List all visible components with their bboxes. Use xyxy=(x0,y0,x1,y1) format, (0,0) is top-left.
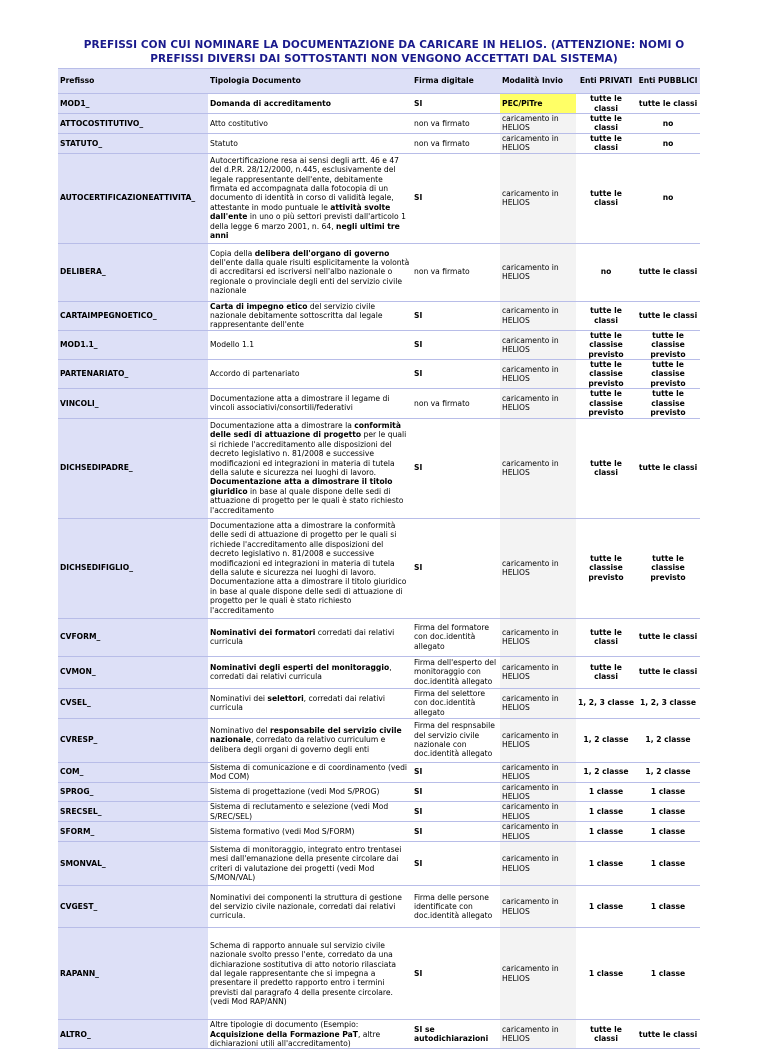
document-type-text: Sistema di progettazione (vedi Mod S/PROG) xyxy=(210,787,380,797)
private-entities-cell: tutte le classise previsto xyxy=(576,330,636,359)
document-type-cell xyxy=(208,301,412,330)
prefix-cell: SFORM_ xyxy=(58,822,208,842)
document-type-cell xyxy=(208,94,412,114)
send-mode-cell: caricamento in HELIOS xyxy=(500,928,576,1020)
public-entities-cell: tutte le classi xyxy=(636,1020,700,1049)
prefix-cell: STATUTO_ xyxy=(58,133,208,153)
public-entities-cell: no xyxy=(636,153,700,243)
send-mode-cell: caricamento in HELIOS xyxy=(500,243,576,301)
signature-cell: SI xyxy=(412,518,500,618)
send-mode-cell: PEC/PiTre xyxy=(500,94,576,114)
private-entities-cell: tutte le classi xyxy=(576,114,636,134)
send-mode-cell: caricamento in HELIOS xyxy=(500,718,576,762)
document-type-cell xyxy=(208,802,412,822)
signature-cell: SI se autodichiarazioni xyxy=(412,1020,500,1049)
send-mode-cell: caricamento in HELIOS xyxy=(500,842,576,886)
document-type-text: selettori xyxy=(267,693,304,703)
table-row xyxy=(58,518,700,618)
table-row xyxy=(58,153,700,243)
prefix-cell: MOD1.1_ xyxy=(58,330,208,359)
document-type-text: per le quali si richiede l'accreditamento alle disposizioni del decreto legislativo n. 81/2008 e successive modificazioni ed integrazioni in materia di tutela della salute e sicurezza nei luoghi di lavoro. xyxy=(210,430,407,477)
signature-cell: SI xyxy=(412,782,500,802)
public-entities-cell: 1 classe xyxy=(636,842,700,886)
public-entities-cell: tutte le classi xyxy=(636,94,700,114)
document-type-text: Domanda di accreditamento xyxy=(210,98,331,108)
document-type-cell xyxy=(208,418,412,518)
prefix-cell: CVSEL_ xyxy=(58,688,208,718)
send-mode-cell: caricamento in HELIOS xyxy=(500,618,576,656)
header-prefisso: Prefisso xyxy=(58,69,208,94)
signature-cell: SI xyxy=(412,301,500,330)
table-row xyxy=(58,389,700,418)
signature-cell: SI xyxy=(412,94,500,114)
public-entities-cell: tutte le classise previsto xyxy=(636,360,700,389)
document-type-cell xyxy=(208,782,412,802)
prefix-cell: AUTOCERTIFICAZIONEATTIVITA_ xyxy=(58,153,208,243)
document-type-text: Documentazione atta a dimostrare il titolo giuridico xyxy=(210,477,393,496)
document-type-text: attività svolte dall'ente xyxy=(210,202,391,222)
signature-cell: SI xyxy=(412,762,500,782)
send-mode-cell: caricamento in HELIOS xyxy=(500,418,576,518)
document-type-text: conformità delle sedi di attuazione di progetto xyxy=(210,420,401,440)
private-entities-cell: tutte le classi xyxy=(576,94,636,114)
send-mode-cell: caricamento in HELIOS xyxy=(500,153,576,243)
header-modalita: Modalità Invio xyxy=(500,69,576,94)
header-pubblici: Enti PUBBLICI xyxy=(636,69,700,94)
document-type-text: , altre dichiarazioni utili all'accreditamento) xyxy=(210,1029,381,1048)
send-mode-cell: caricamento in HELIOS xyxy=(500,688,576,718)
table-row xyxy=(58,618,700,656)
prefix-cell: SPROG_ xyxy=(58,782,208,802)
document-type-cell xyxy=(208,688,412,718)
private-entities-cell: tutte le classi xyxy=(576,1020,636,1049)
public-entities-cell: 1 classe xyxy=(636,928,700,1020)
document-type-cell xyxy=(208,1020,412,1049)
signature-cell: SI xyxy=(412,330,500,359)
document-type-cell xyxy=(208,718,412,762)
prefix-cell: DELIBERA_ xyxy=(58,243,208,301)
private-entities-cell: tutte le classi xyxy=(576,656,636,688)
document-type-text: , corredati dai relativi curricula xyxy=(210,693,385,712)
document-type-cell xyxy=(208,389,412,418)
public-entities-cell: tutte le classi xyxy=(636,618,700,656)
document-type-text: Nominativi dei xyxy=(210,693,268,703)
send-mode-cell: caricamento in HELIOS xyxy=(500,133,576,153)
document-type-cell xyxy=(208,518,412,618)
signature-cell: SI xyxy=(412,153,500,243)
document-type-cell xyxy=(208,114,412,134)
prefix-cell: SMONVAL_ xyxy=(58,842,208,886)
send-mode-cell: caricamento in HELIOS xyxy=(500,330,576,359)
public-entities-cell: 1 classe xyxy=(636,822,700,842)
header-firma: Firma digitale xyxy=(412,69,500,94)
public-entities-cell: 1 classe xyxy=(636,782,700,802)
prefix-cell: CVGEST_ xyxy=(58,886,208,928)
prefix-cell: PARTENARIATO_ xyxy=(58,360,208,389)
public-entities-cell: 1, 2 classe xyxy=(636,718,700,762)
document-type-text: delibera dell'organo di governo xyxy=(254,248,390,258)
public-entities-cell: tutte le classi xyxy=(636,301,700,330)
document-type-text: Acquisizione della Formazione PaT xyxy=(210,1029,358,1039)
public-entities-cell: 1 classe xyxy=(636,802,700,822)
document-type-text: Sistema di reclutamento e selezione (vedi Mod S/REC/SEL) xyxy=(210,802,389,821)
document-type-text: Sistema di comunicazione e di coordinamento (vedi Mod COM) xyxy=(210,762,408,781)
document-type-text: Altre tipologie di documento (Esempio: xyxy=(210,1020,359,1030)
table-row xyxy=(58,842,700,886)
signature-cell: Firma del selettore con doc.identità allegato xyxy=(412,688,500,718)
document-type-text: del servizio civile nazionale debitamente sottoscritta dal legale rappresentante dell'ente xyxy=(210,301,383,330)
table-row xyxy=(58,360,700,389)
table-row xyxy=(58,1020,700,1049)
document-type-text: Nominativi dei componenti la struttura di gestione del servizio civile nazionale, corredati dai relativi curricula. xyxy=(210,892,402,921)
prefix-cell: CVFORM_ xyxy=(58,618,208,656)
private-entities-cell: tutte le classi xyxy=(576,618,636,656)
prefix-cell: CVMON_ xyxy=(58,656,208,688)
public-entities-cell: tutte le classise previsto xyxy=(636,330,700,359)
document-type-text: responsabile del servizio civile nazionale xyxy=(210,725,402,745)
header-tipologia: Tipologia Documento xyxy=(208,69,412,94)
table-row xyxy=(58,330,700,359)
document-type-cell xyxy=(208,762,412,782)
signature-cell: Firma del formatore con doc.identità allegato xyxy=(412,618,500,656)
public-entities-cell: no xyxy=(636,114,700,134)
prefix-table xyxy=(58,68,700,1049)
page-title: PREFISSI CON CUI NOMINARE LA DOCUMENTAZIONE DA CARICARE IN HELIOS. (ATTENZIONE: NOMI O PREFISSI DIVERSI DAI SOTTOSTANTI NON VENGONO ACCETTATI DAL SISTEMA) xyxy=(83,39,685,65)
send-mode-cell: caricamento in HELIOS xyxy=(500,822,576,842)
public-entities-cell: tutte le classi xyxy=(636,243,700,301)
document-type-cell xyxy=(208,133,412,153)
document-type-text: Sistema formativo (vedi Mod S/FORM) xyxy=(210,827,355,837)
table-row xyxy=(58,243,700,301)
document-type-cell xyxy=(208,360,412,389)
send-mode-cell: caricamento in HELIOS xyxy=(500,389,576,418)
private-entities-cell: tutte le classi xyxy=(576,301,636,330)
signature-cell: Firma dell'esperto del monitoraggio con doc.identità allegato xyxy=(412,656,500,688)
document-type-cell xyxy=(208,842,412,886)
send-mode-cell: caricamento in HELIOS xyxy=(500,114,576,134)
private-entities-cell: tutte le classise previsto xyxy=(576,389,636,418)
public-entities-cell: 1, 2, 3 classe xyxy=(636,688,700,718)
table-row xyxy=(58,688,700,718)
prefix-cell: COM_ xyxy=(58,762,208,782)
send-mode-cell: caricamento in HELIOS xyxy=(500,886,576,928)
document-type-text: Atto costitutivo xyxy=(210,118,268,128)
table-row xyxy=(58,886,700,928)
table-row xyxy=(58,656,700,688)
table-row xyxy=(58,718,700,762)
table-row xyxy=(58,114,700,134)
private-entities-cell: 1 classe xyxy=(576,842,636,886)
signature-cell: SI xyxy=(412,802,500,822)
document-type-cell xyxy=(208,928,412,1020)
public-entities-cell: tutte le classi xyxy=(636,418,700,518)
document-type-text: Modello 1.1 xyxy=(210,340,255,350)
private-entities-cell: 1 classe xyxy=(576,886,636,928)
document-type-text: corredati dai relativi curricula xyxy=(210,627,395,646)
public-entities-cell: 1, 2 classe xyxy=(636,762,700,782)
document-type-text: Nominativi degli esperti del monitoraggio xyxy=(210,662,390,672)
document-type-text: Statuto xyxy=(210,138,238,148)
table-row xyxy=(58,301,700,330)
signature-cell: Firma delle persone identificate con doc.identità allegato xyxy=(412,886,500,928)
send-mode-cell: caricamento in HELIOS xyxy=(500,518,576,618)
send-mode-cell: caricamento in HELIOS xyxy=(500,782,576,802)
document-type-cell xyxy=(208,243,412,301)
signature-cell: SI xyxy=(412,842,500,886)
document-type-text: Accordo di partenariato xyxy=(210,369,300,379)
table-row xyxy=(58,762,700,782)
document-type-text: Documentazione atta a dimostrare la conformità delle sedi di attuazione di progetto per le quali si richiede l'accreditamento alle disposizioni del decreto legislativo n. 81/2008 e successive modificazioni ed integrazioni in materia di tutela della salute e sicurezza nei luoghi di lavoro. Documentazione atta a dimostrare il titolo giuridico in base al quale dispone delle sedi di attuazione di progetto per le quali è stato richiesto l'accreditamento xyxy=(210,520,407,615)
table-header-row xyxy=(58,69,700,94)
signature-cell: SI xyxy=(412,822,500,842)
document-type-cell xyxy=(208,618,412,656)
private-entities-cell: tutte le classi xyxy=(576,133,636,153)
private-entities-cell: 1, 2 classe xyxy=(576,762,636,782)
public-entities-cell: tutte le classi xyxy=(636,656,700,688)
prefix-cell: ATTOCOSTITUTIVO_ xyxy=(58,114,208,134)
document-type-text: Nominativi dei formatori xyxy=(210,627,316,637)
private-entities-cell: no xyxy=(576,243,636,301)
document-type-text: in uno o più settori previsti dall'articolo 1 della legge 6 marzo 2001, n. 64, xyxy=(210,212,406,231)
header-privati: Enti PRIVATI xyxy=(576,69,636,94)
private-entities-cell: 1 classe xyxy=(576,782,636,802)
signature-cell: non va firmato xyxy=(412,114,500,134)
signature-cell: non va firmato xyxy=(412,243,500,301)
prefix-cell: DICHSEDIPADRE_ xyxy=(58,418,208,518)
prefix-cell: VINCOLI_ xyxy=(58,389,208,418)
table-row xyxy=(58,782,700,802)
document-type-text: in base al quale dispone delle sedi di attuazione di progetto per le quali è stato richiesto l'accreditamento xyxy=(210,486,404,515)
send-mode-cell: caricamento in HELIOS xyxy=(500,762,576,782)
document-type-text: Sistema di monitoraggio, integrato entro trentasei mesi dall'emanazione della presente circolare dai criteri di valutazione dei progetti (vedi Mod S/MON/VAL) xyxy=(210,844,402,883)
public-entities-cell: no xyxy=(636,133,700,153)
send-mode-cell: caricamento in HELIOS xyxy=(500,301,576,330)
document-type-text: Copia della xyxy=(210,248,255,258)
table-row xyxy=(58,928,700,1020)
document-type-text: Autocertificazione resa ai sensi degli artt. 46 e 47 del d.P.R. 28/12/2000, n.445, esclusivamente del legale rappresentante dell'ente, debitamente firmata ed accompagnata dalla fotocopia di un documento di identità in corso di validità legale, attestante in modo puntuale le xyxy=(210,155,400,212)
document-type-text: Documentazione atta a dimostrare la xyxy=(210,420,355,430)
private-entities-cell: 1, 2 classe xyxy=(576,718,636,762)
signature-cell: SI xyxy=(412,418,500,518)
table-row xyxy=(58,822,700,842)
table-row xyxy=(58,802,700,822)
prefix-cell: SRECSEL_ xyxy=(58,802,208,822)
document-type-cell xyxy=(208,330,412,359)
prefix-cell: RAPANN_ xyxy=(58,928,208,1020)
send-mode-cell: caricamento in HELIOS xyxy=(500,656,576,688)
document-type-text: negli ultimi tre anni xyxy=(210,221,400,241)
signature-cell: SI xyxy=(412,360,500,389)
signature-cell: non va firmato xyxy=(412,133,500,153)
private-entities-cell: tutte le classi xyxy=(576,418,636,518)
prefix-cell: ALTRO_ xyxy=(58,1020,208,1049)
private-entities-cell: tutte le classise previsto xyxy=(576,518,636,618)
public-entities-cell: 1 classe xyxy=(636,886,700,928)
document-type-cell xyxy=(208,822,412,842)
table-row xyxy=(58,418,700,518)
private-entities-cell: 1, 2, 3 classe xyxy=(576,688,636,718)
private-entities-cell: 1 classe xyxy=(576,802,636,822)
public-entities-cell: tutte le classise previsto xyxy=(636,518,700,618)
prefix-cell: CARTAIMPEGNOETICO_ xyxy=(58,301,208,330)
private-entities-cell: tutte le classise previsto xyxy=(576,360,636,389)
prefix-cell: MOD1_ xyxy=(58,94,208,114)
document-type-cell xyxy=(208,153,412,243)
table-row xyxy=(58,133,700,153)
document-type-text: Nominativo del xyxy=(210,725,270,735)
public-entities-cell: tutte le classise previsto xyxy=(636,389,700,418)
signature-cell: non va firmato xyxy=(412,389,500,418)
private-entities-cell: 1 classe xyxy=(576,822,636,842)
document-type-text: , corredati dai relativi curricula xyxy=(210,662,392,681)
document-type-text: Schema di rapporto annuale sul servizio civile nazionale svolto presso l'ente, corredato da una dichiarazione sostitutiva di atto notorio rilasciata dal legale rappresentante che si impegna a presentare il predetto rapporto entro i termini previsti dal paragrafo 4 della presente circolare. (vedi Mod RAP/ANN) xyxy=(210,940,397,1007)
document-type-cell xyxy=(208,656,412,688)
signature-cell: SI xyxy=(412,928,500,1020)
send-mode-cell: caricamento in HELIOS xyxy=(500,802,576,822)
document-type-text: Carta di impegno etico xyxy=(210,301,308,311)
table-row xyxy=(58,94,700,114)
document-type-text: dell'ente dalla quale risulti esplicitamente la volontà di accreditarsi ed iscriversi nell'albo nazionale o regionale o provinciale degli enti del servizio civile nazionale xyxy=(210,258,410,296)
signature-cell: Firma del respnsabile del servizio civile nazionale con doc.identità allegato xyxy=(412,718,500,762)
send-mode-cell: caricamento in HELIOS xyxy=(500,1020,576,1049)
send-mode-cell: caricamento in HELIOS xyxy=(500,360,576,389)
document-type-cell xyxy=(208,886,412,928)
document-type-text: Documentazione atta a dimostrare il legame di vincoli associativi/consortili/federativi xyxy=(210,393,390,413)
document-type-text: , corredato da relativo curriculum e delibera degli organi di governo degli enti xyxy=(210,735,386,754)
private-entities-cell: tutte le classi xyxy=(576,153,636,243)
prefix-cell: DICHSEDIFIGLIO_ xyxy=(58,518,208,618)
private-entities-cell: 1 classe xyxy=(576,928,636,1020)
prefix-cell: CVRESP_ xyxy=(58,718,208,762)
